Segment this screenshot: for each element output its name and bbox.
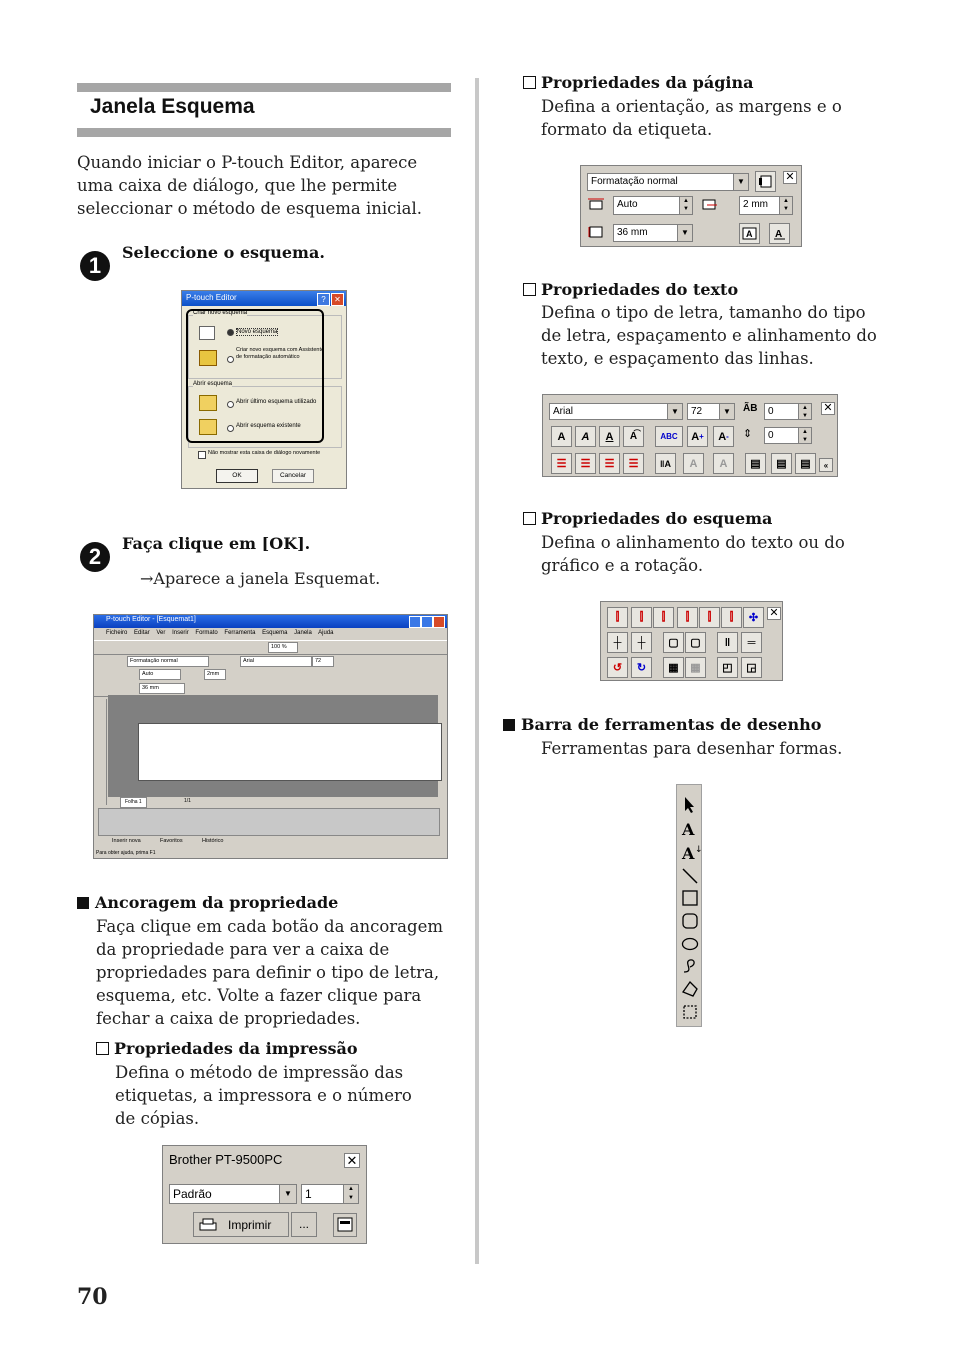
line-spacing-icon: ⇕ <box>743 428 753 440</box>
chevron-down-icon[interactable]: ▼ <box>667 404 682 419</box>
vertical-align-top-button[interactable]: ▤ <box>745 453 766 474</box>
layout-props-panel <box>600 601 783 681</box>
gallery-tabs <box>98 836 438 847</box>
workspace <box>108 695 438 797</box>
layout-panel-close-button[interactable]: ✕ <box>767 607 781 620</box>
drawing-toolbar <box>676 784 702 1027</box>
align-left-button[interactable]: ☰ <box>551 453 572 474</box>
vertical-text-tool-icon[interactable] <box>681 843 701 861</box>
print-mode-select[interactable] <box>169 1184 297 1204</box>
dialog-titlebar <box>182 291 346 306</box>
step-2-text: Faça clique em [OK]. <box>122 534 311 553</box>
margin-field[interactable] <box>739 196 793 215</box>
minimize-button[interactable] <box>409 616 421 628</box>
page-props-paragraph: Defina a orientação, as margens e o formato da etiqueta. <box>541 97 842 139</box>
print-props-panel <box>162 1145 367 1244</box>
bullet-square-empty <box>96 1042 109 1055</box>
increase-size-button[interactable]: A + <box>687 426 708 447</box>
window-close-button[interactable] <box>433 616 445 628</box>
svg-text:A: A <box>682 820 695 839</box>
send-back-button[interactable]: ◲ <box>741 657 762 678</box>
page-props-panel <box>580 165 802 247</box>
menubar <box>94 628 447 639</box>
page-format-select[interactable] <box>587 173 749 191</box>
menu-ver[interactable]: Ver <box>156 630 166 636</box>
text-direction-button[interactable]: A <box>683 453 704 474</box>
bullet-square-empty <box>523 283 536 296</box>
bold-button[interactable]: A <box>551 426 572 447</box>
print-props-paragraph: Defina o método de impressão das etiquetas, a impressora e o número de cópias. <box>115 1063 412 1128</box>
group-button[interactable]: ▦ <box>663 657 684 678</box>
print-props-heading-text: Propriedades da impressão <box>114 1039 358 1058</box>
menu-esquema[interactable]: Esquema <box>262 630 288 636</box>
anchor-paragraph: Faça clique em cada botão da ancoragem da propriedade para ver a caixa de propriedades para definir o tipo de letra, esquema, etc. Volte a fazer clique para fechar a caixa de propriedades. <box>96 917 443 1028</box>
printer-name: Brother PT-9500PC <box>169 1152 283 1167</box>
close-button[interactable]: ✕ <box>331 293 344 306</box>
align-top-edge-button[interactable]: ⫿ <box>677 607 698 628</box>
align-right-button[interactable]: ☰ <box>599 453 620 474</box>
outline-button[interactable]: A͡ <box>623 426 644 447</box>
opt-wizard-label: Criar novo esquema com Assistente de formatação automático <box>236 347 325 360</box>
font-select[interactable] <box>549 403 683 420</box>
print-panel-close-button[interactable]: ✕ <box>344 1153 360 1168</box>
line-spacing-value: 0 <box>768 430 774 441</box>
orientation-icon[interactable] <box>755 171 776 192</box>
polygon-tool-icon[interactable] <box>681 980 699 998</box>
print-preview-icon <box>334 1214 356 1236</box>
ok-button[interactable]: OK <box>216 469 258 483</box>
bullet-square-filled <box>77 897 89 909</box>
ellipse-tool-icon[interactable] <box>681 935 699 953</box>
decrease-size-button[interactable]: A - <box>713 426 734 447</box>
spinner-icon[interactable]: ▲ ▼ <box>798 428 811 443</box>
font-size-value: 72 <box>691 406 703 417</box>
page-format-value: Formatação normal <box>591 176 678 187</box>
standard-toolbar <box>94 640 447 655</box>
rounded-rectangle-tool-icon[interactable] <box>681 912 699 930</box>
group-open-label: Abrir esquema <box>193 381 233 387</box>
text-frame-icon[interactable] <box>739 223 760 244</box>
justify-button[interactable]: ☰ <box>623 453 644 474</box>
draw-toolbar-paragraph: Ferramentas para desenhar formas. <box>541 739 843 758</box>
menu-editar[interactable]: Editar <box>134 630 150 636</box>
anchor-heading <box>77 893 338 912</box>
rectangle-tool-icon[interactable] <box>681 889 699 907</box>
align-h-center-button[interactable]: ⫿ <box>631 607 652 628</box>
page-props-heading-text: Propriedades da página <box>541 73 754 92</box>
collapse-button[interactable]: « <box>819 458 833 472</box>
length-icon <box>588 197 606 213</box>
rotate-right-button[interactable]: ↻ <box>631 657 652 678</box>
bullet-square-empty <box>523 512 536 525</box>
text-panel-close-button[interactable]: ✕ <box>821 402 835 415</box>
clip-art-frame-tool-icon[interactable] <box>681 1003 699 1021</box>
bullet-square-empty <box>523 76 536 89</box>
center-on-label-button[interactable]: ✣ <box>743 607 764 628</box>
draw-toolbar-heading-text: Barra de ferramentas de desenho <box>521 715 822 734</box>
text-effect-button[interactable]: ABC <box>655 426 683 447</box>
label-area <box>138 723 442 781</box>
align-bottom-edge-button[interactable]: ⫿ <box>721 607 742 628</box>
column-divider <box>475 78 479 1264</box>
tab-favoritos[interactable]: Favoritos <box>160 838 183 844</box>
svg-text:A: A <box>775 229 783 240</box>
text-shadow-icon[interactable] <box>769 223 790 244</box>
main-titlebar <box>94 615 447 628</box>
section-title: Janela Esquema <box>90 95 255 118</box>
margin-value: 2 mm <box>743 199 768 210</box>
same-width-button[interactable]: ▢ <box>663 632 684 653</box>
maximize-button[interactable] <box>421 616 433 628</box>
sheet-tab[interactable]: Folha 1 <box>120 797 147 808</box>
property-docks <box>94 654 349 697</box>
opt-last-label: Abrir último esquema utilizado <box>236 399 317 405</box>
margin-field[interactable]: 2mm <box>204 669 226 680</box>
drawing-toolbar-mini <box>94 699 107 805</box>
menu-ficheiro[interactable]: Ficheiro <box>106 630 128 636</box>
tab-historico[interactable]: Histórico <box>202 838 224 844</box>
dont-show-checkbox[interactable] <box>198 451 206 459</box>
dont-show-label: Não mostrar esta caixa de diálogo novamente <box>208 450 321 456</box>
opt-existing-label: Abrir esquema existente <box>236 423 301 429</box>
font-combo[interactable]: Arial <box>240 656 312 667</box>
size-combo[interactable]: 72 <box>312 656 334 667</box>
more-button[interactable]: ... <box>291 1212 317 1237</box>
space-v-button[interactable]: ═ <box>741 632 762 653</box>
line-tool-icon[interactable] <box>681 867 699 885</box>
title-rule-top <box>77 83 451 92</box>
width-select[interactable] <box>613 224 693 242</box>
align-center-button[interactable]: ☰ <box>575 453 596 474</box>
layout-props-heading-text: Propriedades do esquema <box>541 509 773 528</box>
vertical-align-bottom-button[interactable]: ▤ <box>795 453 816 474</box>
chevron-down-icon[interactable]: ▼ <box>719 404 734 419</box>
select-arrow-icon[interactable] <box>682 796 698 814</box>
ungroup-button[interactable]: ▦ <box>685 657 706 678</box>
draw-toolbar-heading <box>503 715 821 734</box>
chevron-down-icon[interactable]: ▼ <box>733 174 748 190</box>
chevron-down-icon[interactable]: ▼ <box>677 225 692 241</box>
main-title: P-touch Editor - [Esquemat1] <box>106 616 196 623</box>
distribute-h-button[interactable]: ┼ <box>607 632 628 653</box>
page-panel-close-button[interactable]: ✕ <box>783 171 797 184</box>
font-value: Arial <box>553 406 574 417</box>
rotate-left-button[interactable]: ↺ <box>607 657 628 678</box>
text-rotate-button[interactable]: A <box>713 453 734 474</box>
anchor-heading-text: Ancoragem da propriedade <box>95 893 339 912</box>
text-props-heading-text: Propriedades do texto <box>541 280 739 299</box>
selection-highlight <box>186 309 324 443</box>
help-button[interactable]: ? <box>317 293 330 306</box>
spinner-icon[interactable]: ▲ ▼ <box>679 197 692 214</box>
char-spacing-icon: ÃB <box>743 403 758 414</box>
width-combo[interactable]: 36 mm <box>139 683 185 694</box>
width-value: 36 mm <box>617 227 648 238</box>
step-2-result: →Aparece a janela Esquemat. <box>140 569 381 588</box>
align-right-edge-button[interactable]: ⫿ <box>653 607 674 628</box>
menu-ajuda[interactable]: Ajuda <box>318 630 334 636</box>
page-number: 70 <box>77 1284 108 1310</box>
chevron-down-icon[interactable]: ▼ <box>279 1185 296 1203</box>
spinner-icon[interactable]: ▲ ▼ <box>343 1185 358 1203</box>
layout-gallery <box>98 808 440 836</box>
bullet-square-filled <box>503 719 515 731</box>
main-window-screenshot <box>93 614 448 859</box>
step-1-text: Seleccione o esquema. <box>122 243 325 262</box>
bring-front-button[interactable]: ◰ <box>717 657 738 678</box>
space-h-button[interactable]: ǁ <box>717 632 738 653</box>
intro-paragraph: Quando iniciar o P-touch Editor, aparece uma caixa de diálogo, que lhe permite seleccionar o método de esquema inicial. <box>77 153 423 218</box>
svg-text:A: A <box>682 844 695 863</box>
line-spacing-field[interactable] <box>764 427 812 444</box>
svg-text:A: A <box>746 229 753 239</box>
zoom-combo[interactable]: 100 % <box>268 642 298 653</box>
startup-dialog <box>181 290 347 489</box>
freehand-tool-icon[interactable] <box>681 957 699 975</box>
char-spacing-field[interactable] <box>764 403 812 420</box>
printer-icon <box>198 1217 220 1233</box>
sheet-tabs <box>108 797 438 806</box>
print-mode-value: Padrão <box>173 1187 212 1201</box>
text-props-paragraph: Defina o tipo de letra, tamanho do tipo de letra, espaçamento e alinhamento do texto, e espaçamento das linhas. <box>541 303 877 368</box>
align-left-edge-button[interactable]: ⫿ <box>607 607 628 628</box>
italic-button[interactable]: A <box>575 426 596 447</box>
format-combo[interactable]: Formatação normal <box>127 656 209 667</box>
margin-icon <box>701 197 719 213</box>
align-v-center-button[interactable]: ⫿ <box>699 607 720 628</box>
cancel-button[interactable]: Cancelar <box>272 469 314 483</box>
auto-field[interactable]: Auto <box>139 669 181 680</box>
menu-janela[interactable]: Janela <box>294 630 312 636</box>
text-tool-icon[interactable] <box>681 821 699 837</box>
char-spacing-value: 0 <box>768 406 774 417</box>
text-props-heading <box>523 280 738 299</box>
print-preview-button[interactable] <box>333 1213 357 1237</box>
opt-new-label: Novo esquema <box>237 329 278 335</box>
step-1-number: 1 <box>80 251 110 281</box>
copies-value: 1 <box>305 1187 312 1201</box>
length-field[interactable] <box>613 196 693 215</box>
step-2-number: 2 <box>80 542 110 572</box>
title-rule-bottom <box>77 128 451 137</box>
text-props-panel <box>542 394 838 477</box>
vertical-text-button[interactable]: ǁA <box>655 453 676 474</box>
print-button-label: Imprimir <box>228 1217 272 1232</box>
print-button[interactable] <box>193 1212 289 1237</box>
menu-inserir[interactable]: Inserir <box>172 630 189 636</box>
underline-button[interactable]: A <box>599 426 620 447</box>
spinner-icon[interactable]: ▲ ▼ <box>798 404 811 419</box>
status-bar: Para obter ajuda, prima F1 <box>96 850 156 856</box>
group-create-label: Criar novo esquema <box>193 310 248 316</box>
dialog-title: P-touch Editor <box>186 293 237 302</box>
distribute-v-button[interactable]: ┼ <box>631 632 652 653</box>
page-props-heading <box>523 73 753 92</box>
font-size-select[interactable] <box>687 403 735 420</box>
same-height-button[interactable]: ▢ <box>685 632 706 653</box>
layout-props-paragraph: Defina o alinhamento do texto ou do gráfico e a rotação. <box>541 533 845 575</box>
width-icon <box>588 224 606 240</box>
svg-text:↓: ↓ <box>695 845 703 855</box>
tab-inserir-nova[interactable]: Inserir nova <box>112 838 141 844</box>
menu-ferramenta[interactable]: Ferramenta <box>224 630 256 636</box>
print-props-heading <box>96 1039 358 1058</box>
menu-formato[interactable]: Formato <box>195 630 218 636</box>
layout-props-heading <box>523 509 772 528</box>
copies-field[interactable] <box>301 1184 359 1204</box>
length-value: Auto <box>617 199 638 210</box>
spinner-icon[interactable]: ▲ ▼ <box>779 197 792 214</box>
vertical-align-middle-button[interactable]: ▤ <box>771 453 792 474</box>
page-count: 1/1 <box>184 798 191 804</box>
